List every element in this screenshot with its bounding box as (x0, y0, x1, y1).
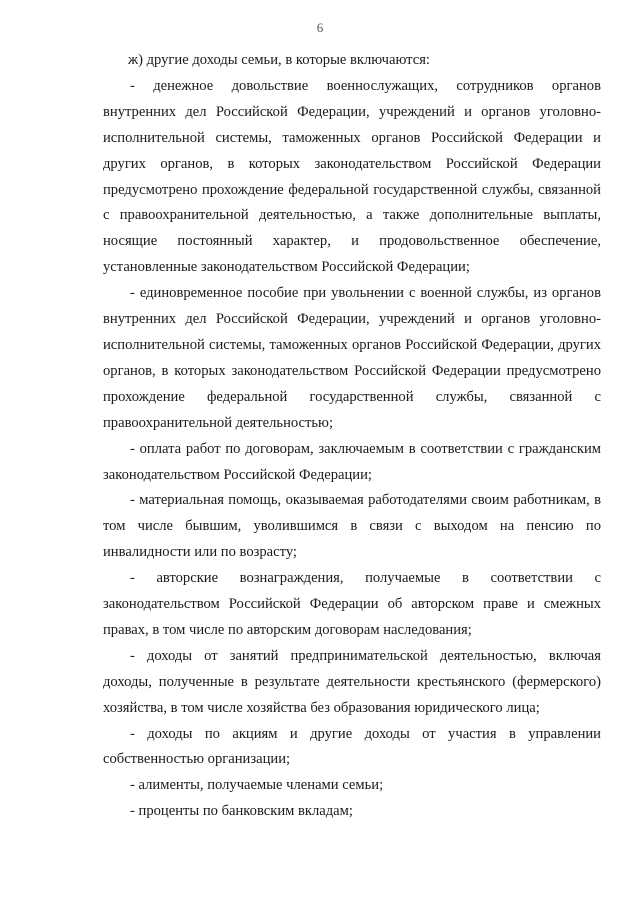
list-item-business-income: - доходы от занятий предпринимательской деятельностью, включая доходы, полученные в результате деятельности крестьянского (фермерского) хозяйства, в том числе хозяйства без образования юридического лица; (103, 647, 601, 716)
list-item-severance-benefit: - единовременное пособие при увольнении с военной службы, из органов внутренних дел Российской Федерации, учреждений и органов уголовно-исполнительной системы, таможенных органов Российской Федерации, других органов, в которых законодательством Российской Федерации предусмотрено прохождение федеральной государственной службы, связанной с правоохранительной деятельностью; (103, 285, 601, 431)
list-item-military-allowance: - денежное довольствие военнослужащих, сотрудников органов внутренних дел Российской Федерации, учреждений и органов уголовно-исполнительной системы, таможенных органов Российской Федерации и других органов, в которых законодательством Российской Федерации предусмотрено прохождение федеральной государственной службы, связанной с правоохранительной деятельностью, а также дополнительные выплаты, носящие постоянный характер, и продовольственное обеспечение, установленные законодательством Российской Федерации; (103, 77, 601, 276)
document-body (103, 48, 601, 825)
section-intro: ж) другие доходы семьи, в которые включаются: (128, 52, 430, 68)
list-item-author-royalties: - авторские вознаграждения, получаемые в соответствии с законодательством Российской Федерации об авторском праве и смежных правах, в том числе по авторским договорам наследования; (103, 570, 601, 638)
list-item-share-income: - доходы по акциям и другие доходы от участия в управлении собственностью организации; (103, 725, 601, 768)
list-item-material-aid: - материальная помощь, оказываемая работодателями своим работникам, в том числе бывшим, уволившимся в связи с выходом на пенсию по инвалидности или по возрасту; (103, 492, 601, 561)
list-item-contract-payment: - оплата работ по договорам, заключаемым в соответствии с гражданским законодательством Российской Федерации; (103, 440, 601, 483)
list-item-alimony: - алименты, получаемые членами семьи; (130, 777, 384, 794)
page-number: 6 (316, 20, 324, 35)
list-item-bank-interest: - проценты по банковским вкладам; (130, 803, 353, 820)
